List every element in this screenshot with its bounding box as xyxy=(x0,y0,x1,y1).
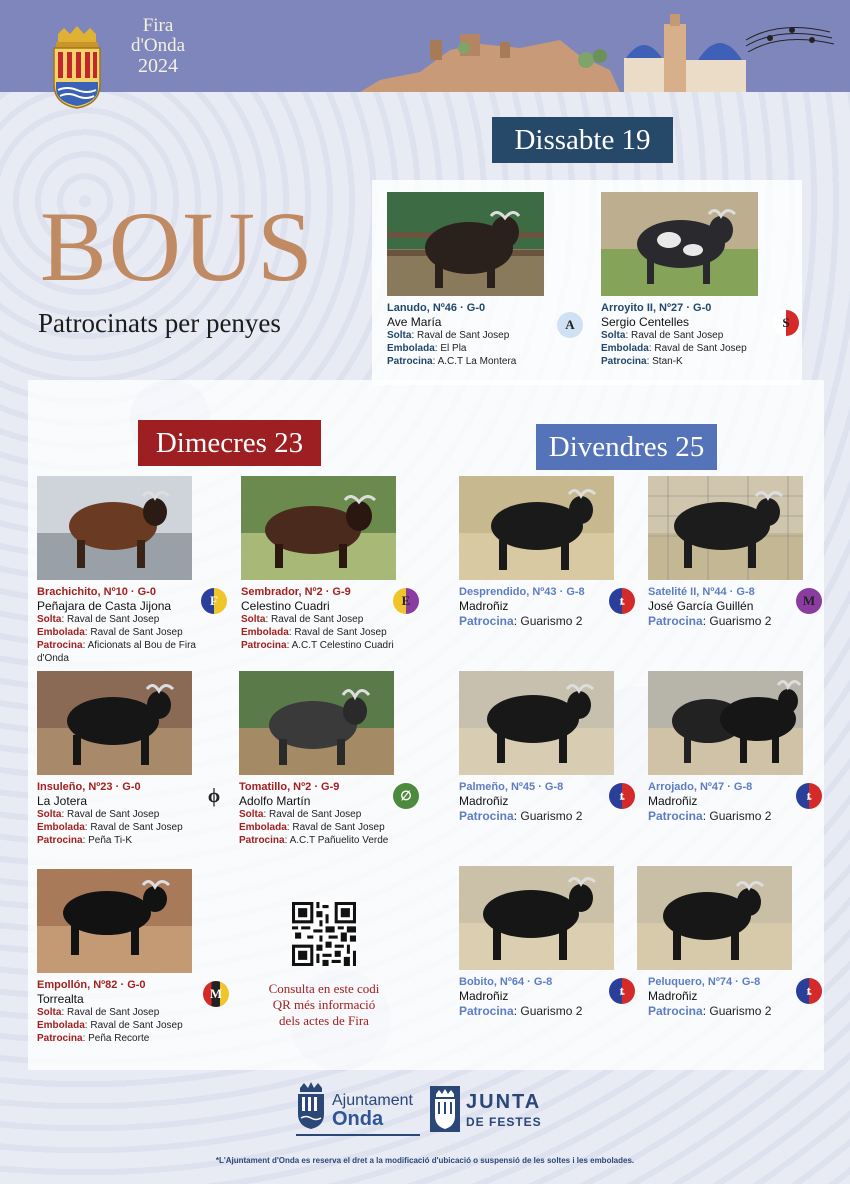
footer-logos xyxy=(296,1082,556,1138)
bull-photo xyxy=(648,671,803,775)
qr-code-icon[interactable] xyxy=(292,902,356,966)
bull-sponsor: Guarismo 2 xyxy=(520,614,583,628)
bull-breeder: Madroñiz xyxy=(648,989,698,1003)
penya-badge-icon: ȶ xyxy=(796,783,822,809)
bull-embolada: El Pla xyxy=(440,343,467,354)
bull-solta: Raval de Sant Josep xyxy=(269,809,362,820)
bull-breeder: Ave María xyxy=(387,315,442,329)
bull-card: Tomatillo, Nº2 · G-9 Adolfo Martín Solta: Raval de Sant Josep Embolada: Raval de Sant Josep Patrocina: A.C.T Pañuelito Verde ∅ xyxy=(239,671,439,847)
bull-embolada: Raval de Sant Josep xyxy=(294,627,387,638)
bull-card: Bobito, Nº64 · G-8 Madroñiz Patrocina: Guarismo 2 ȶ xyxy=(459,866,639,1019)
bull-card: Insuleño, Nº23 · G-0 La Jotera Solta: Raval de Sant Josep Embolada: Raval de Sant Josep Patrocina: Peña Ti-K ϕ xyxy=(37,671,237,847)
penya-badge-icon: F xyxy=(201,588,227,614)
fira-line1: Fira xyxy=(142,15,174,36)
day-label-friday: Divendres 25 xyxy=(536,424,717,470)
penya-badge-icon: ȶ xyxy=(609,978,635,1004)
bull-breeder: Madroñiz xyxy=(459,794,509,808)
day-label-saturday: Dissabte 19 xyxy=(492,117,673,163)
bull-card: Arroyito II, Nº27 · G-0 Sergio Centelles Solta: Raval de Sant Josep Embolada: Raval de Sant Josep Patrocina: Stan-K S xyxy=(601,192,811,368)
bull-card: Peluquero, Nº74 · G-8 Madroñiz Patrocina: Guarismo 2 ȶ xyxy=(637,866,827,1019)
bull-photo xyxy=(239,671,394,775)
bull-embolada: Raval de Sant Josep xyxy=(90,627,183,638)
bull-sponsor: A.C.T Pañuelito Verde xyxy=(289,835,389,846)
fira-line2: d'Onda xyxy=(130,35,186,56)
penya-badge-icon: S xyxy=(773,310,799,336)
bull-name: Arrojado, Nº47 · G-8 xyxy=(648,781,753,793)
qr-caption-line3: dels actes de Fira xyxy=(279,1013,369,1028)
bull-card: Satelité II, Nº44 · G-8 José García Guillén Patrocina: Guarismo 2 M xyxy=(648,476,828,629)
bull-card: Arrojado, Nº47 · G-8 Madroñiz Patrocina: Guarismo 2 ȶ xyxy=(648,671,828,824)
bull-solta: Raval de Sant Josep xyxy=(67,1007,160,1018)
bull-card: Empollón, Nº82 · G-0 Torrealta Solta: Raval de Sant Josep Embolada: Raval de Sant Josep Patrocina: Peña Recorte M xyxy=(37,869,237,1045)
bous-title: BOUS xyxy=(40,191,315,302)
fira-2024-logo xyxy=(118,16,198,76)
bull-breeder: La Jotera xyxy=(37,794,88,808)
day-label-wednesday: Dimecres 23 xyxy=(138,420,321,466)
bull-card: Brachichito, Nº10 · G-0 Peñajara de Casta Jijona Solta: Raval de Sant Josep Embolada: Raval de Sant Josep Patrocina: Aficionats al Bou de Fira d'Onda F xyxy=(37,476,237,665)
bull-embolada: Raval de Sant Josep xyxy=(90,1020,183,1031)
penya-badge-icon: ȶ xyxy=(796,978,822,1004)
bull-photo xyxy=(637,866,792,970)
logo-underline xyxy=(296,1134,420,1136)
bull-name: Peluquero, Nº74 · G-8 xyxy=(648,976,761,988)
bull-sponsor-cont: d'Onda xyxy=(37,653,69,664)
qr-caption-line2: QR més informació xyxy=(272,997,376,1012)
bull-name: Tomatillo, Nº2 · G-9 xyxy=(239,781,340,793)
bull-photo xyxy=(459,476,614,580)
bull-breeder: José García Guillén xyxy=(648,599,754,613)
bull-sponsor: Stan-K xyxy=(652,356,683,367)
bull-photo xyxy=(601,192,758,296)
bull-card: Palmeño, Nº45 · G-8 Madroñiz Patrocina: Guarismo 2 ȶ xyxy=(459,671,639,824)
junta-label: JUNTA xyxy=(466,1091,542,1113)
bull-sponsor: Aficionats al Bou de Fira xyxy=(87,640,196,651)
bull-embolada: Raval de Sant Josep xyxy=(90,822,183,833)
bull-solta: Raval de Sant Josep xyxy=(417,330,510,341)
penya-badge-icon: ȶ xyxy=(609,588,635,614)
bull-breeder: Peñajara de Casta Jijona xyxy=(37,599,172,613)
bull-breeder: Madroñiz xyxy=(459,989,509,1003)
onda-label: Onda xyxy=(332,1108,384,1130)
penya-badge-icon: ϕ xyxy=(207,784,221,807)
bull-sponsor: A.C.T Celestino Cuadri xyxy=(291,640,394,651)
ajuntament-onda-crest-icon xyxy=(296,1082,326,1130)
bull-solta: Raval de Sant Josep xyxy=(67,614,160,625)
bull-photo xyxy=(387,192,544,296)
bull-name: Brachichito, Nº10 · G-0 xyxy=(37,586,156,598)
bull-name: Palmeño, Nº45 · G-8 xyxy=(459,781,564,793)
ajuntament-onda-logo xyxy=(332,1092,414,1128)
bull-name: Empollón, Nº82 · G-0 xyxy=(37,979,146,991)
penya-badge-icon: ȶ xyxy=(609,783,635,809)
bull-photo xyxy=(459,671,614,775)
fira-year: 2024 xyxy=(138,55,178,77)
bull-name: Satelité II, Nº44 · G-8 xyxy=(648,586,755,598)
bull-card: Desprendido, Nº43 · G-8 Madroñiz Patrocina: Guarismo 2 ȶ xyxy=(459,476,639,629)
penya-badge-icon: E xyxy=(393,588,419,614)
bull-solta: Raval de Sant Josep xyxy=(271,614,364,625)
qr-caption-line1: Consulta en este codi xyxy=(268,981,380,996)
bull-photo xyxy=(37,869,192,973)
bull-breeder: Sergio Centelles xyxy=(601,315,690,329)
junta-festes-crest-icon xyxy=(430,1086,460,1132)
bull-name: Desprendido, Nº43 · G-8 xyxy=(459,586,585,598)
bull-breeder: Celestino Cuadri xyxy=(241,599,330,613)
bull-sponsor: Peña Ti-K xyxy=(88,835,133,846)
bous-subtitle: Patrocinats per penyes xyxy=(38,308,281,338)
bull-photo xyxy=(648,476,803,580)
bull-name: Insuleño, Nº23 · G-0 xyxy=(37,781,141,793)
bull-embolada: Raval de Sant Josep xyxy=(654,343,747,354)
bull-sponsor: A.C.T La Montera xyxy=(437,356,517,367)
bull-embolada: Raval de Sant Josep xyxy=(292,822,385,833)
junta-festes-logo xyxy=(466,1092,556,1132)
bull-breeder: Madroñiz xyxy=(459,599,509,613)
penya-badge-icon: A xyxy=(557,312,583,338)
bull-photo xyxy=(37,671,192,775)
bull-sponsor: Guarismo 2 xyxy=(520,809,583,823)
penya-badge-icon: ∅ xyxy=(393,783,419,809)
bull-photo xyxy=(241,476,396,580)
disclaimer-text: *L'Ajuntament d'Onda es reserva el dret a la modificació d'ubicació o suspensió de les soltes i les embolades. xyxy=(215,1156,635,1165)
de-festes-label: DE FESTES xyxy=(466,1115,542,1129)
header-banner xyxy=(0,0,850,92)
onda-crest-logo xyxy=(50,26,104,110)
penya-badge-icon: M xyxy=(203,981,229,1007)
bull-card: Lanudo, Nº46 · G-0 Ave María Solta: Raval de Sant Josep Embolada: El Pla Patrocina: A.C.T La Montera A xyxy=(387,192,597,368)
penya-badge-icon: M xyxy=(796,588,822,614)
qr-block xyxy=(262,902,386,1029)
bull-sponsor: Guarismo 2 xyxy=(709,809,772,823)
bull-sponsor: Guarismo 2 xyxy=(709,614,772,628)
bull-name: Sembrador, Nº2 · G-9 xyxy=(241,586,351,598)
bull-breeder: Adolfo Martín xyxy=(239,794,311,808)
bull-breeder: Torrealta xyxy=(37,992,84,1006)
bull-name: Lanudo, Nº46 · G-0 xyxy=(387,302,486,314)
bull-photo xyxy=(37,476,192,580)
bull-sponsor: Peña Recorte xyxy=(88,1033,150,1044)
bull-sponsor: Guarismo 2 xyxy=(709,1004,772,1018)
onda-skyline-illustration xyxy=(360,10,840,92)
bull-solta: Raval de Sant Josep xyxy=(631,330,724,341)
bull-name: Bobito, Nº64 · G-8 xyxy=(459,976,553,988)
bull-card: Sembrador, Nº2 · G-9 Celestino Cuadri Solta: Raval de Sant Josep Embolada: Raval de Sant Josep Patrocina: A.C.T Celestino Cuadri E xyxy=(241,476,441,652)
bull-sponsor: Guarismo 2 xyxy=(520,1004,583,1018)
bull-breeder: Madroñiz xyxy=(648,794,698,808)
bull-name: Arroyito II, Nº27 · G-0 xyxy=(601,302,712,314)
bull-photo xyxy=(459,866,614,970)
ajuntament-label: Ajuntament xyxy=(332,1092,413,1109)
bull-solta: Raval de Sant Josep xyxy=(67,809,160,820)
